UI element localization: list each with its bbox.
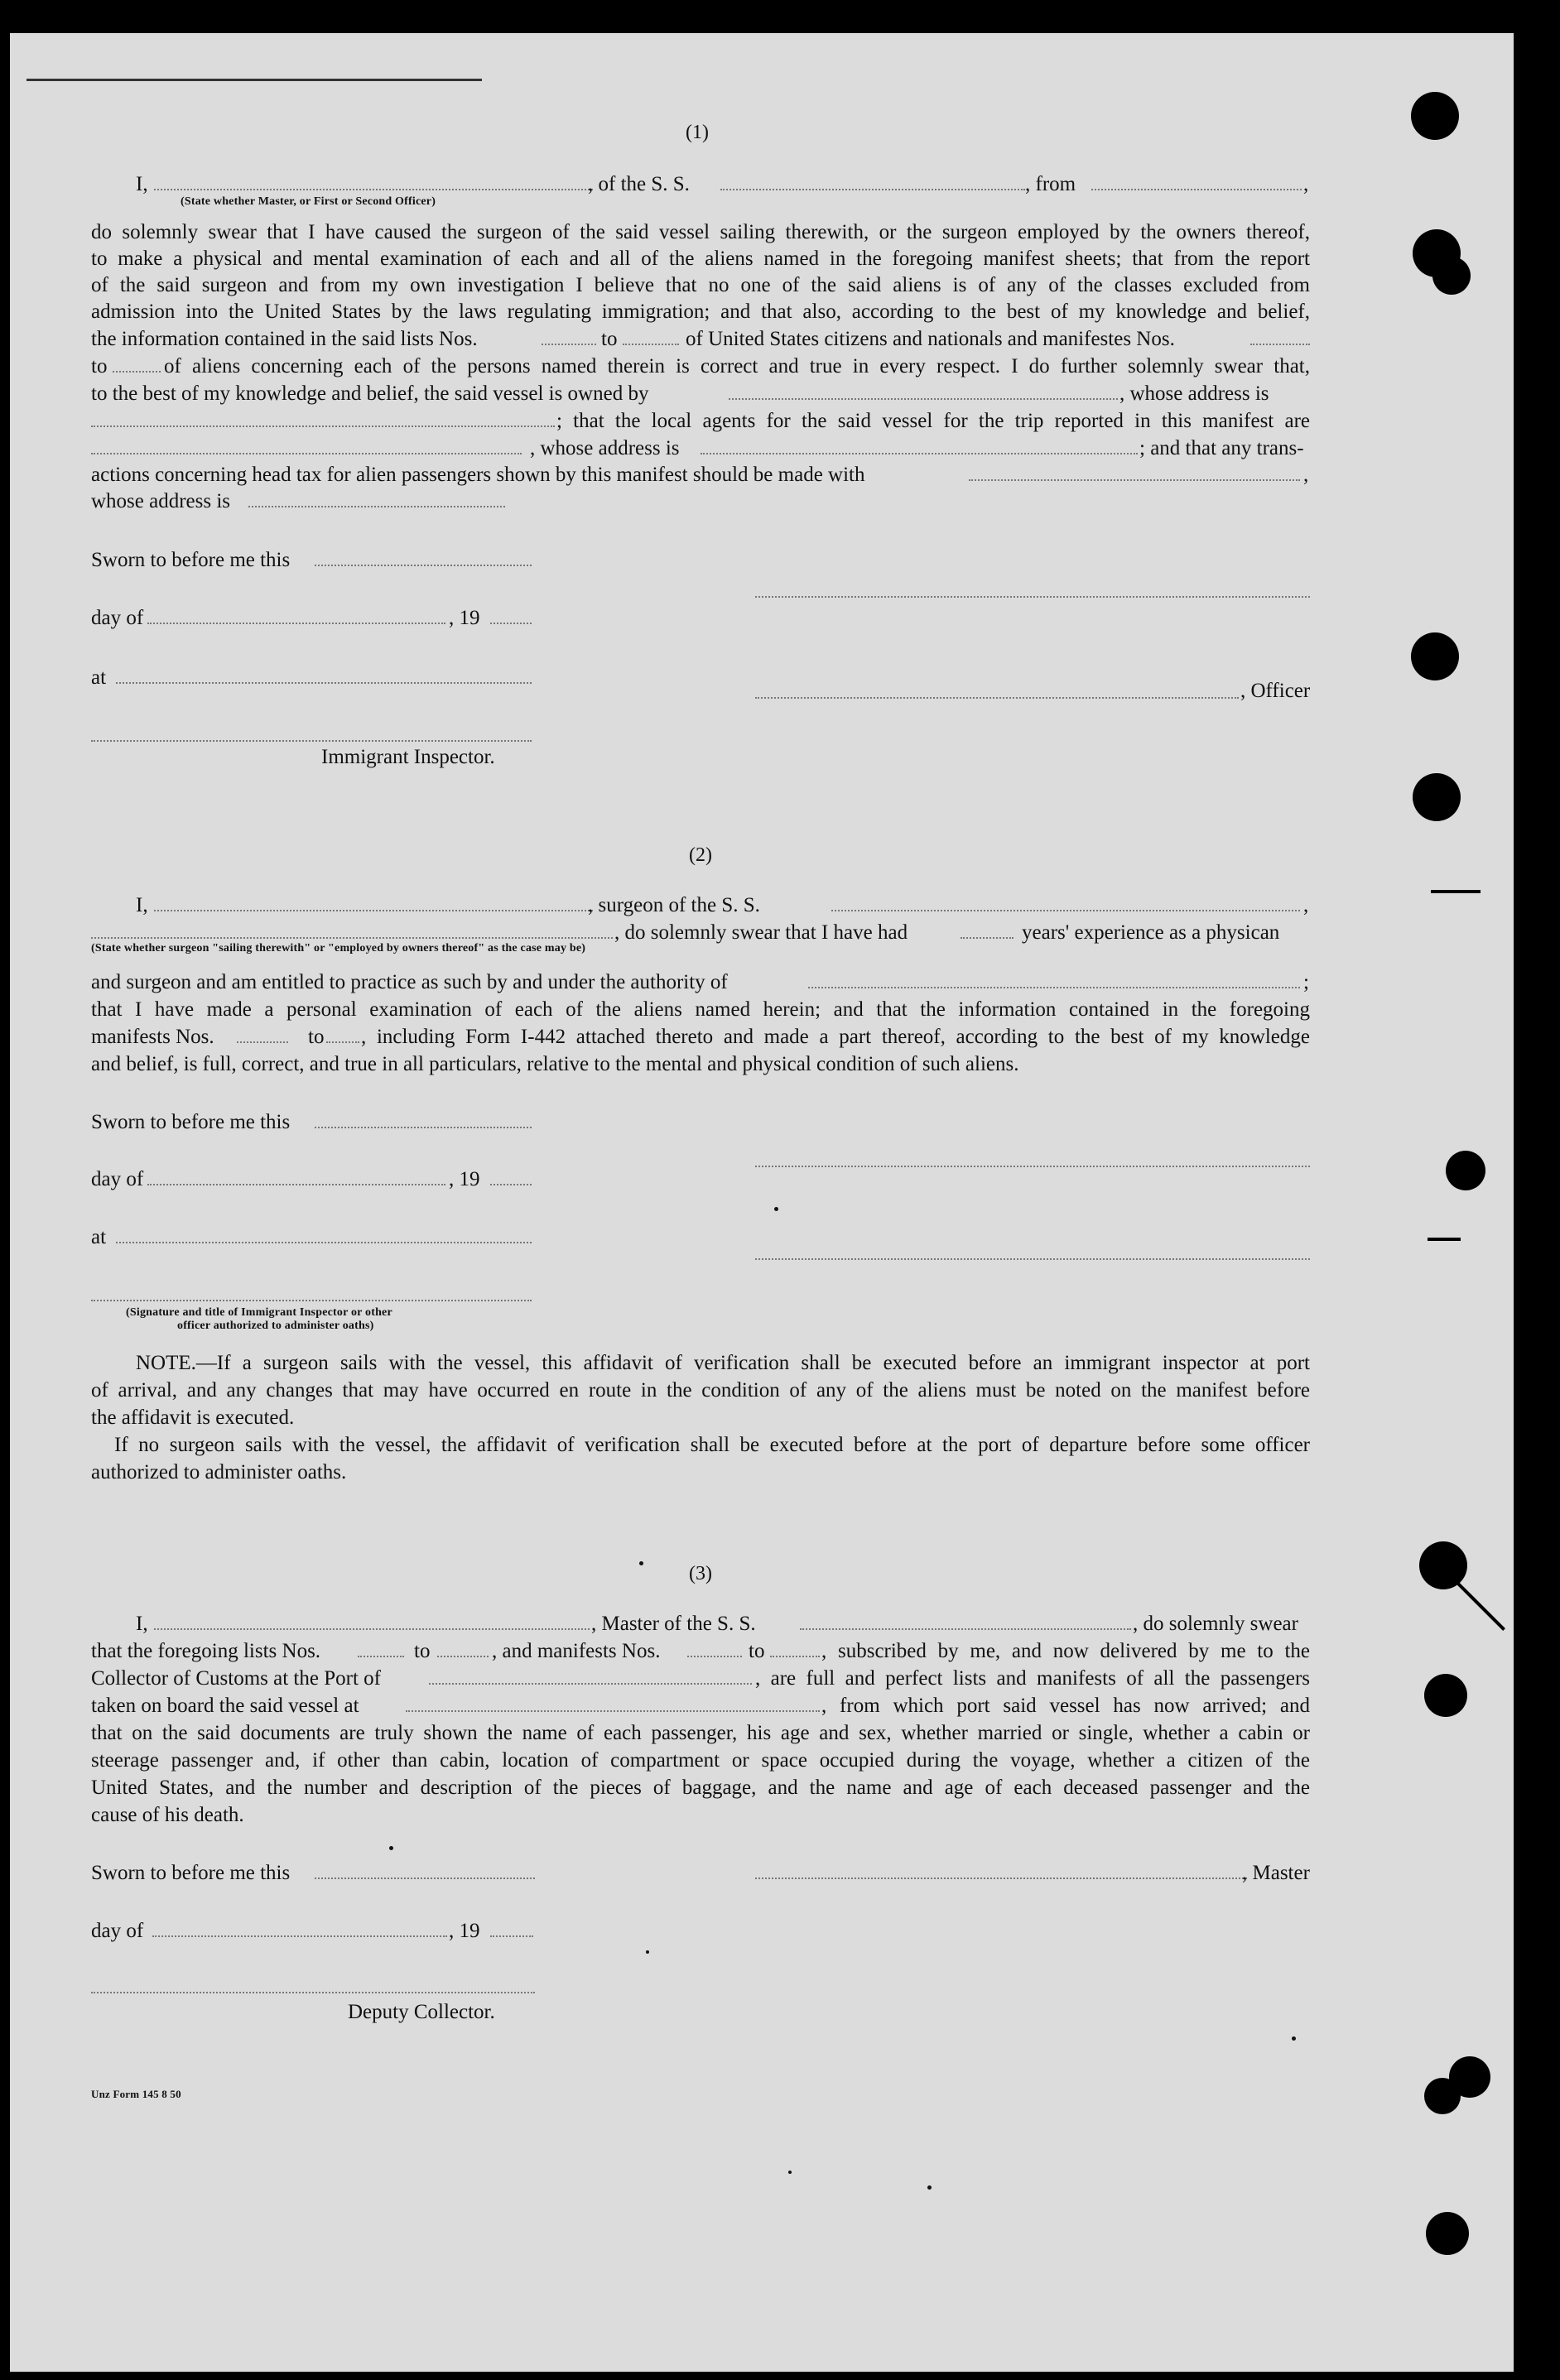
blank-field <box>969 479 1300 481</box>
blank-field <box>116 1242 532 1243</box>
signature-line <box>755 1166 1310 1167</box>
s2-paragraph-line: that I have made a personal examination of each of the aliens named herein; and that the information contained in the foregoing <box>91 998 1310 1021</box>
blank-field <box>623 344 679 345</box>
blank-field <box>961 937 1014 939</box>
blank-field <box>720 189 1025 190</box>
blank-field <box>437 1656 489 1657</box>
s1-p5b: to <box>601 328 618 350</box>
signature-note: (Signature and title of Immigrant Inspector or other <box>126 1306 392 1319</box>
scan-speck <box>788 2171 792 2174</box>
s3-sworn: Sworn to before me this <box>91 1862 291 1884</box>
top-edge-line <box>26 79 482 81</box>
blank-field <box>1091 189 1302 190</box>
s1-p5a: the information contained in the said lists Nos. <box>91 328 478 350</box>
s1-of-ss: , of the S. S. <box>588 173 690 195</box>
s1-p7a: to the best of my knowledge and belief, the said vessel is owned by <box>91 382 649 405</box>
blank-field <box>154 910 593 911</box>
s3-l2a: that the foregoing lists Nos. <box>91 1640 321 1662</box>
blank-field <box>358 1656 404 1657</box>
s2-l1c: , <box>1303 894 1309 916</box>
s3-l4b: , from which port said vessel has now arrived; and <box>821 1695 1310 1717</box>
section-number: (1) <box>686 122 709 143</box>
s3-paragraph-line: steerage passenger and, if other than cabin, location of compartment or space occupied during the voyage, whether a citizen of the <box>91 1749 1310 1772</box>
signature-line <box>755 697 1239 699</box>
blank-field <box>154 1628 590 1630</box>
s1-from: , from <box>1025 173 1076 195</box>
blank-field <box>406 1710 820 1712</box>
blank-field <box>147 1184 445 1185</box>
binder-hole <box>1432 257 1471 295</box>
form-id: Unz Form 145 8 50 <box>91 2088 181 2100</box>
s2-note-line: NOTE.—If a surgeon sails with the vessel, this affidavit of verification shall be executed before an immigrant inspector at port <box>136 1352 1310 1374</box>
blank-field <box>91 740 532 742</box>
blank-field <box>248 506 505 507</box>
blank-field <box>154 189 593 190</box>
binder-hole <box>1411 92 1459 140</box>
s1-line1-end: , <box>1303 173 1309 195</box>
s1-lead: I, <box>136 173 148 195</box>
binder-hole <box>1411 632 1459 680</box>
s3-l2e: , subscribed by me, and now delivered by me to the <box>821 1640 1310 1662</box>
s1-paragraph-line: of the said surgeon and from my own investigation I believe that no one of the said aliens is of any of the classes excluded from <box>91 274 1310 296</box>
blank-field <box>490 623 532 624</box>
blank-field <box>315 1127 532 1128</box>
blank-field <box>315 565 532 566</box>
s3-l2d: to <box>749 1640 765 1662</box>
blank-field <box>113 371 161 373</box>
blank-field <box>701 453 1138 454</box>
edge-mark <box>1431 890 1481 893</box>
blank-field <box>1250 344 1310 345</box>
s1-p10a: actions concerning head tax for alien passengers shown by this manifest should be made with <box>91 464 865 486</box>
signature-line <box>755 1258 1310 1260</box>
blank-field <box>91 1992 535 1993</box>
scan-speck <box>646 1950 649 1954</box>
blank-field <box>91 1300 532 1301</box>
s3-l3b: , are full and perfect lists and manifests of all the passengers <box>755 1667 1310 1690</box>
s2-day-of: day of <box>91 1168 144 1190</box>
s1-paragraph-line: to make a physical and mental examination of each and all of the aliens named in the foregoing manifest sheets; that from the report <box>91 248 1310 270</box>
s1-at: at <box>91 666 107 689</box>
s1-p7b: , whose address is <box>1119 382 1269 405</box>
blank-field <box>729 398 1118 400</box>
s1-p6a: to <box>91 355 108 377</box>
s2-note-line: authorized to administer oaths. <box>91 1461 347 1483</box>
blank-field <box>116 682 532 684</box>
blank-field <box>770 1656 820 1657</box>
s1-p11: whose address is <box>91 490 231 512</box>
s2-l2a: , do solemnly swear that I have had <box>614 921 908 944</box>
binder-hole <box>1419 1541 1467 1589</box>
s3-l2c: , and manifests Nos. <box>492 1640 661 1662</box>
scan-speck <box>774 1207 778 1211</box>
s3-day-of: day of <box>91 1920 144 1942</box>
s3-l1b: , Master of the S. S. <box>591 1613 756 1635</box>
s2-note-line: the affidavit is executed. <box>91 1406 295 1429</box>
s2-at: at <box>91 1226 107 1248</box>
binder-hole <box>1424 2078 1461 2114</box>
s3-paragraph-line: United States, and the number and description of the pieces of baggage, and the name and age of each deceased passenger and the <box>91 1777 1310 1799</box>
blank-field <box>490 1935 533 1937</box>
officer-note: (State whether Master, or First or Second Officer) <box>181 195 436 208</box>
s1-p5c: of United States citizens and nationals and manifestes Nos. <box>686 328 1175 350</box>
edge-mark <box>1428 1238 1461 1241</box>
section-number: (3) <box>689 1563 712 1584</box>
s2-l1a: I, <box>136 894 148 916</box>
blank-field <box>800 1628 1131 1630</box>
s3-l1c: , do solemnly swear <box>1133 1613 1298 1635</box>
s2-paragraph-line: and belief, is full, correct, and true in all particulars, relative to the mental and physical condition of such aliens. <box>91 1053 1019 1075</box>
s2-l2b: years' experience as a physican <box>1022 921 1280 944</box>
scan-speck <box>639 1561 643 1565</box>
signature-line <box>755 596 1310 598</box>
blank-field <box>687 1656 742 1657</box>
s1-p8: ; that the local agents for the said vessel for the trip reported in this manifest are <box>556 410 1310 432</box>
s3-l3a: Collector of Customs at the Port of <box>91 1667 381 1690</box>
binder-hole <box>1446 1151 1485 1190</box>
scan-speck <box>1292 2036 1296 2041</box>
s1-officer: , Officer <box>1240 680 1311 702</box>
s2-year: , 19 <box>449 1168 480 1190</box>
s2-l5b: to <box>308 1026 325 1048</box>
s2-note-line: If no surgeon sails with the vessel, the affidavit of verification shall be executed before at the port of departure before some officer <box>114 1434 1310 1456</box>
s1-p6b: of aliens concerning each of the persons named therein is correct and true in every respect. I do further solemnly swear that, <box>164 355 1310 377</box>
blank-field <box>91 426 555 427</box>
surgeon-note: (State whether surgeon "sailing therewith" or "employed by owners thereof" as the case may be) <box>91 942 586 954</box>
s3-year: , 19 <box>449 1920 480 1942</box>
signature-line <box>755 1878 1247 1879</box>
s2-l1b: , surgeon of the S. S. <box>588 894 760 916</box>
binder-hole <box>1424 1674 1467 1717</box>
blank-field <box>831 910 1300 911</box>
binder-hole <box>1413 773 1461 821</box>
blank-field <box>315 1878 535 1879</box>
s2-l5a: manifests Nos. <box>91 1026 214 1048</box>
s3-l2b: to <box>414 1640 431 1662</box>
s1-sworn: Sworn to before me this <box>91 549 291 571</box>
s1-day-of: day of <box>91 607 144 629</box>
s1-year: , 19 <box>449 607 480 629</box>
blank-field <box>490 1184 532 1185</box>
s3-master: , Master <box>1242 1862 1310 1884</box>
s2-sworn: Sworn to before me this <box>91 1111 291 1133</box>
s3-l4a: taken on board the said vessel at <box>91 1695 359 1717</box>
s1-p9b: ; and that any trans- <box>1139 437 1304 459</box>
blank-field <box>808 987 1300 988</box>
s3-paragraph-line: cause of his death. <box>91 1804 244 1826</box>
s1-p9a: , whose address is <box>530 437 680 459</box>
section-number: (2) <box>689 844 712 866</box>
s2-l3b: ; <box>1303 971 1309 993</box>
blank-field <box>326 1041 359 1043</box>
blank-field <box>237 1041 288 1043</box>
blank-field <box>91 937 613 939</box>
s1-p10b: , <box>1303 464 1309 486</box>
blank-field <box>152 1935 447 1937</box>
signature-note: officer authorized to administer oaths) <box>177 1320 374 1332</box>
s3-l1a: I, <box>136 1613 148 1635</box>
scan-speck <box>389 1846 393 1850</box>
s3-paragraph-line: that on the said documents are truly shown the name of each passenger, his age and sex, whether married or single, whether a cabin or <box>91 1722 1310 1744</box>
blank-field <box>147 623 445 624</box>
blank-field <box>429 1683 752 1685</box>
s2-note-line: of arrival, and any changes that may have occurred en route in the condition of any of the aliens must be noted on the manifest before <box>91 1379 1310 1402</box>
s2-l5c: , including Form I-442 attached thereto and made a part thereof, according to the best of my knowledge <box>361 1026 1310 1048</box>
blank-field <box>542 344 596 345</box>
s1-inspector: Immigrant Inspector. <box>321 746 495 768</box>
s2-l3a: and surgeon and am entitled to practice as such by and under the authority of <box>91 971 728 993</box>
blank-field <box>91 453 522 454</box>
s3-collector: Deputy Collector. <box>348 2001 495 2023</box>
scan-speck <box>927 2185 932 2190</box>
s1-paragraph-line: do solemnly swear that I have caused the surgeon of the said vessel sailing therewith, or the surgeon employed by the owners thereof, <box>91 221 1310 243</box>
binder-hole <box>1426 2212 1469 2255</box>
s1-paragraph-line: admission into the United States by the laws regulating immigration; and that also, according to the best of my knowledge and belief, <box>91 301 1310 323</box>
